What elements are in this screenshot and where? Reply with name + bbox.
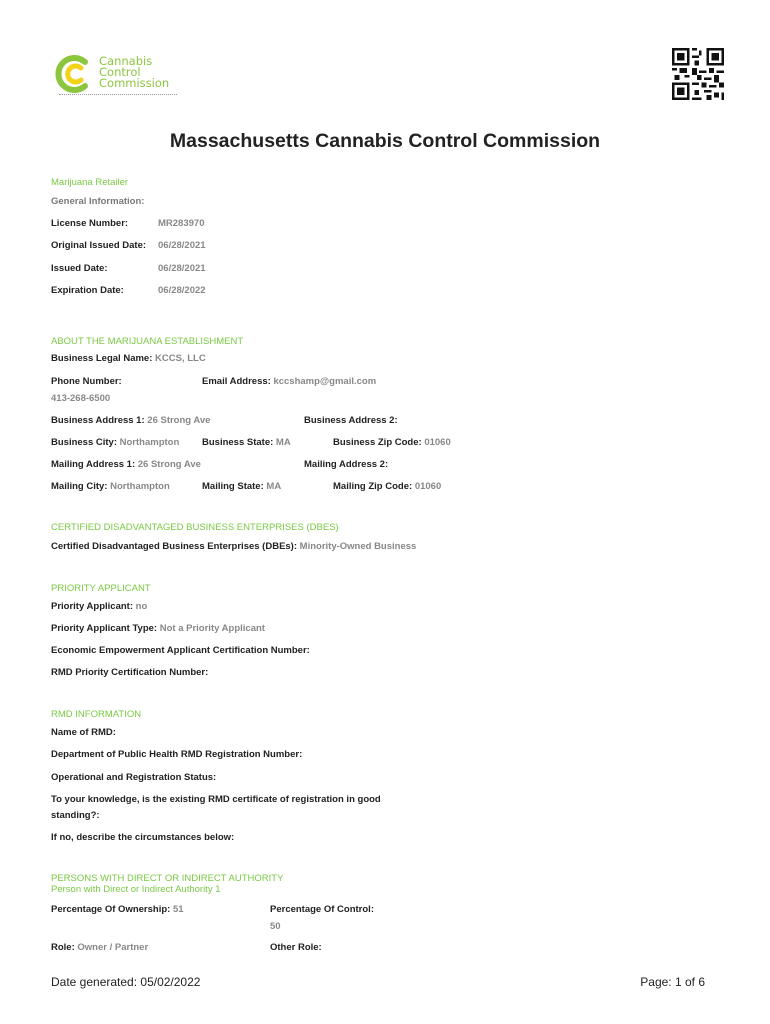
- mailing-zip-label: Mailing Zip Code:: [333, 481, 413, 492]
- dph-registration-label: Department of Public Health RMD Registration Number:: [51, 749, 303, 760]
- license-number-value: MR283970: [158, 218, 205, 229]
- ee-certification-label: Economic Empowerment Applicant Certification Number:: [51, 645, 310, 656]
- issued-date-value: 06/28/2021: [158, 263, 206, 274]
- page-number: Page: 1 of 6: [640, 975, 705, 989]
- business-zip-label: Business Zip Code:: [333, 437, 422, 448]
- logo-c-icon: [55, 54, 97, 94]
- expiration-date-value: 06/28/2022: [158, 285, 206, 296]
- mailing-city-value: Northampton: [110, 481, 170, 492]
- role-field: [51, 942, 148, 953]
- mailing-zip-value: 01060: [414, 481, 442, 492]
- business-address-1-value: 26 Strong Ave: [147, 415, 211, 426]
- original-issued-label: Original Issued Date:: [51, 240, 147, 251]
- mailing-zip-field: [333, 481, 441, 492]
- dbe-value: Minority-Owned Business: [299, 541, 417, 552]
- good-standing-label-line-1: To your knowledge, is the existing RMD certificate of registration in good: [51, 794, 381, 805]
- dbe-field: [51, 541, 416, 552]
- ownership-value: 51: [172, 904, 184, 915]
- ownership-field: [51, 904, 184, 915]
- mailing-address-1-field: [51, 459, 201, 470]
- email-value: kccshamp@gmail.com: [273, 376, 377, 387]
- control-label: Percentage Of Control:: [270, 904, 374, 915]
- legal-name-label: Business Legal Name:: [51, 353, 153, 364]
- business-address-1-label: Business Address 1:: [51, 415, 145, 426]
- business-zip-field: [333, 437, 451, 448]
- legal-name-value: KCCS, LLC: [155, 353, 206, 364]
- dbe-label: Certified Disadvantaged Business Enterprises (DBEs):: [51, 541, 298, 552]
- mailing-state-label: Mailing State:: [202, 481, 264, 492]
- mailing-address-1-label: Mailing Address 1:: [51, 459, 136, 470]
- rmd-heading: RMD INFORMATION: [51, 709, 142, 720]
- license-type-heading: Marijuana Retailer: [51, 177, 129, 188]
- priority-type-label: Priority Applicant Type:: [51, 623, 158, 634]
- logo-tagline: [59, 94, 177, 97]
- persons-subheading: Person with Direct or Indirect Authority 1: [51, 884, 221, 895]
- logo-text: [99, 56, 169, 89]
- priority-applicant-field: [51, 601, 147, 612]
- priority-applicant-value: no: [135, 601, 148, 612]
- business-city-value: Northampton: [119, 437, 180, 448]
- good-standing-label-line-2: standing?:: [51, 810, 100, 821]
- phone-value: 413-268-6500: [51, 393, 111, 404]
- business-city-field: [51, 437, 179, 448]
- legal-name-field: [51, 353, 206, 364]
- expiration-date-label: Expiration Date:: [51, 285, 124, 296]
- dbe-heading: CERTIFIED DISADVANTAGED BUSINESS ENTERPRISES (DBES): [51, 522, 339, 533]
- describe-circumstances-label: If no, describe the circumstances below:: [51, 832, 235, 843]
- mailing-city-label: Mailing City:: [51, 481, 108, 492]
- ownership-label: Percentage Of Ownership:: [51, 904, 171, 915]
- business-state-field: [202, 437, 291, 448]
- qr-code-icon: [672, 48, 724, 100]
- business-address-2-label: Business Address 2:: [304, 415, 398, 426]
- commission-logo: [55, 52, 185, 102]
- operational-status-label: Operational and Registration Status:: [51, 772, 217, 783]
- mailing-address-2-label: Mailing Address 2:: [304, 459, 389, 470]
- original-issued-value: 06/28/2021: [158, 240, 206, 251]
- rmd-priority-certification-label: RMD Priority Certification Number:: [51, 667, 209, 678]
- priority-heading: PRIORITY APPLICANT: [51, 583, 151, 594]
- license-number-label: License Number:: [51, 218, 129, 229]
- mailing-state-field: [202, 481, 281, 492]
- business-state-value: MA: [275, 437, 291, 448]
- persons-heading: PERSONS WITH DIRECT OR INDIRECT AUTHORITY: [51, 873, 284, 884]
- priority-type-field: [51, 623, 265, 634]
- role-value: Owner / Partner: [77, 942, 149, 953]
- role-label: Role:: [51, 942, 75, 953]
- email-label: Email Address:: [202, 376, 271, 387]
- rmd-name-label: Name of RMD:: [51, 727, 116, 738]
- date-generated: Date generated: 05/02/2022: [51, 975, 201, 989]
- page-title: Massachusetts Cannabis Control Commission: [169, 130, 601, 152]
- logo-line-1: Cannabis: [99, 54, 153, 68]
- priority-applicant-label: Priority Applicant:: [51, 601, 133, 612]
- mailing-address-1-value: 26 Strong Ave: [137, 459, 201, 470]
- business-city-label: Business City:: [51, 437, 117, 448]
- mailing-state-value: MA: [266, 481, 282, 492]
- logo-line-2: Control: [99, 65, 141, 79]
- issued-date-label: Issued Date:: [51, 263, 108, 274]
- other-role-label: Other Role:: [270, 942, 322, 953]
- control-value: 50: [270, 921, 281, 932]
- general-info-heading: General Information:: [51, 196, 145, 207]
- priority-type-value: Not a Priority Applicant: [159, 623, 265, 634]
- establishment-heading: ABOUT THE MARIJUANA ESTABLISHMENT: [51, 336, 244, 347]
- business-state-label: Business State:: [202, 437, 274, 448]
- mailing-city-field: [51, 481, 170, 492]
- email-field: [202, 376, 376, 387]
- business-address-1-field: [51, 415, 210, 426]
- business-zip-value: 01060: [424, 437, 451, 448]
- logo-line-3: Commission: [99, 76, 170, 90]
- phone-label: Phone Number:: [51, 376, 122, 387]
